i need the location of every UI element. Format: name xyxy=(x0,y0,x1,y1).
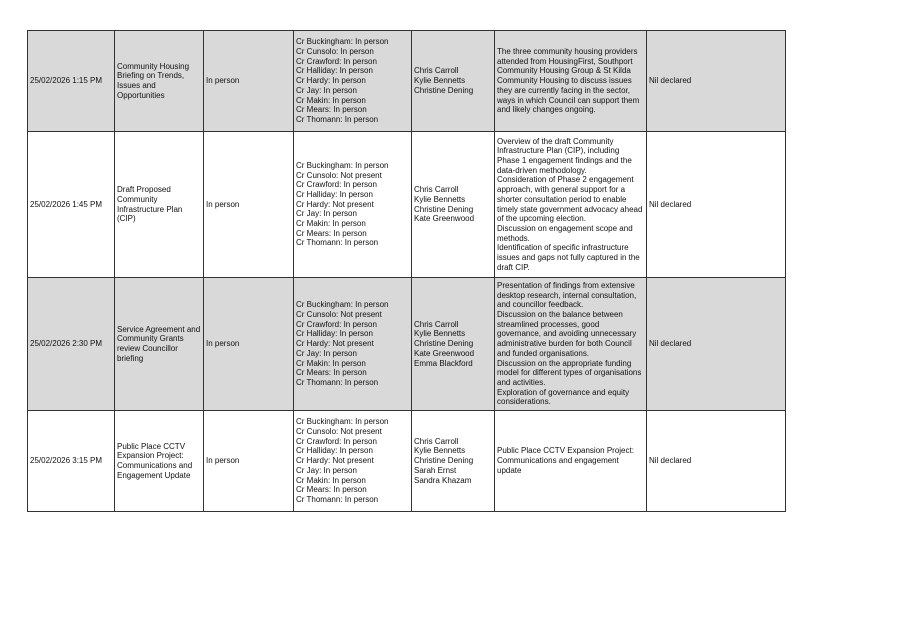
officer-entry: Chris Carroll xyxy=(414,66,459,76)
councillor-entry: Cr Buckingham: In person xyxy=(296,300,389,310)
councillor-entry: Cr Crawford: In person xyxy=(296,56,377,66)
councillor-entry: Cr Makin: In person xyxy=(296,219,366,229)
officer-entry: Kylie Bennetts xyxy=(414,194,466,204)
table-row xyxy=(28,278,786,411)
meeting-type-cell: In person xyxy=(204,31,294,132)
officer-entry: Kylie Bennetts xyxy=(414,329,466,339)
councillor-entry: Cr Jay: In person xyxy=(296,85,357,95)
officer-entry: Sarah Ernst xyxy=(414,465,457,475)
councillors-cell xyxy=(294,278,412,411)
councillor-entry: Cr Thomann: In person xyxy=(296,114,379,124)
officer-entry: Christine Dening xyxy=(414,339,474,349)
conflict-cell: Nil declared xyxy=(647,411,786,512)
officer-entry: Christine Dening xyxy=(414,204,474,214)
councillor-entry: Cr Thomann: In person xyxy=(296,494,379,504)
officer-entry: Kylie Bennetts xyxy=(414,76,466,86)
officers-cell xyxy=(412,411,495,512)
councillor-entry: Cr Jay: In person xyxy=(296,348,357,358)
officer-entry: Kate Greenwood xyxy=(414,348,475,358)
officer-entry: Christine Dening xyxy=(414,456,474,466)
councillor-entry: Cr Buckingham: In person xyxy=(296,160,389,170)
councillor-entry: Cr Thomann: In person xyxy=(296,377,379,387)
conflict-cell: Nil declared xyxy=(647,278,786,411)
datetime-cell: 25/02/2026 1:45 PM xyxy=(28,132,115,278)
datetime-cell: 25/02/2026 1:15 PM xyxy=(28,31,115,132)
councillor-entry: Cr Jay: In person xyxy=(296,209,357,219)
councillor-entry: Cr Buckingham: In person xyxy=(296,417,389,427)
councillors-cell xyxy=(294,31,412,132)
meeting-type-cell: In person xyxy=(204,278,294,411)
councillor-entry: Cr Hardy: Not present xyxy=(296,456,374,466)
matters-cell xyxy=(495,31,647,132)
councillor-entry: Cr Mears: In person xyxy=(296,228,367,238)
councillor-entry: Cr Makin: In person xyxy=(296,95,366,105)
matters-cell xyxy=(495,132,647,278)
matters-text: The three community housing providers attended from HousingFirst, Southport Community Housing Group & St Kilda Community Housing to discuss issues they are currently facing in the sector, ways in which Council can support them and likely changes ongoing. xyxy=(497,47,640,115)
councillor-entry: Cr Mears: In person xyxy=(296,485,367,495)
councillors-cell xyxy=(294,132,412,278)
councillor-entry: Cr Buckingham: In person xyxy=(296,37,389,47)
meetings-table-body xyxy=(28,31,786,512)
councillor-entry: Cr Cunsolo: In person xyxy=(296,47,374,57)
officer-entry: Christine Dening xyxy=(414,85,474,95)
councillor-entry: Cr Makin: In person xyxy=(296,358,366,368)
councillor-entry: Cr Jay: In person xyxy=(296,465,357,475)
conflict-cell: Nil declared xyxy=(647,31,786,132)
matters-text: Public Place CCTV Expansion Project: Communications and engagement update xyxy=(497,446,634,475)
matters-cell xyxy=(495,278,647,411)
councillor-entry: Cr Makin: In person xyxy=(296,475,366,485)
datetime-cell: 25/02/2026 2:30 PM xyxy=(28,278,115,411)
councillor-entry: Cr Hardy: In person xyxy=(296,76,366,86)
councillor-entry: Cr Cunsolo: Not present xyxy=(296,310,382,320)
councillor-entry: Cr Mears: In person xyxy=(296,368,367,378)
meetings-table xyxy=(27,30,786,512)
officer-entry: Sandra Khazam xyxy=(414,475,472,485)
title-cell: Community Housing Briefing on Trends, Issues and Opportunities xyxy=(115,31,204,132)
matters-text: Overview of the draft Community Infrastructure Plan (CIP), including Phase 1 engagement findings and the data-driven methodology. Consideration of Phase 2 engagement approach, with general support for a shorter consultation period to enable timely state government advocacy ahead of the upcoming election. Discussion on engagement scope and methods. Identification of specific infrastructure issues and gaps not fully captured in the draft CIP. xyxy=(497,136,643,272)
councillor-entry: Cr Cunsolo: Not present xyxy=(296,427,382,437)
datetime-cell: 25/02/2026 3:15 PM xyxy=(28,411,115,512)
councillor-entry: Cr Thomann: In person xyxy=(296,238,379,248)
officers-cell xyxy=(412,132,495,278)
councillor-entry: Cr Hardy: Not present xyxy=(296,339,374,349)
table-row xyxy=(28,132,786,278)
meeting-type-cell: In person xyxy=(204,132,294,278)
officers-cell xyxy=(412,278,495,411)
councillor-entry: Cr Cunsolo: Not present xyxy=(296,170,382,180)
table-row xyxy=(28,411,786,512)
councillors-cell xyxy=(294,411,412,512)
conflict-cell: Nil declared xyxy=(647,132,786,278)
title-cell: Public Place CCTV Expansion Project: Communications and Engagement Update xyxy=(115,411,204,512)
meeting-type-cell: In person xyxy=(204,411,294,512)
officer-entry: Chris Carroll xyxy=(414,185,459,195)
officer-entry: Emma Blackford xyxy=(414,358,473,368)
title-cell: Service Agreement and Community Grants review Councillor briefing xyxy=(115,278,204,411)
councillor-entry: Cr Crawford: In person xyxy=(296,436,377,446)
councillor-entry: Cr Halliday: In person xyxy=(296,329,373,339)
councillor-entry: Cr Halliday: In person xyxy=(296,66,373,76)
officer-entry: Chris Carroll xyxy=(414,319,459,329)
officer-entry: Kylie Bennetts xyxy=(414,446,466,456)
councillor-entry: Cr Crawford: In person xyxy=(296,319,377,329)
officer-entry: Kate Greenwood xyxy=(414,214,475,224)
officers-cell xyxy=(412,31,495,132)
councillor-entry: Cr Halliday: In person xyxy=(296,446,373,456)
councillor-entry: Cr Hardy: Not present xyxy=(296,199,374,209)
councillor-entry: Cr Mears: In person xyxy=(296,105,367,115)
officer-entry: Chris Carroll xyxy=(414,436,459,446)
matters-text: Presentation of findings from extensive desktop research, internal consultation, and councillor feedback. Discussion on the balance between streamlined processes, good governance, and avoiding unnecessary administrative burden for both Council and funded organisations. Discussion on the appropriate funding model for different types of organisations and activities. Exploration of governance and equity considerations. xyxy=(497,280,642,407)
councillor-entry: Cr Crawford: In person xyxy=(296,180,377,190)
matters-cell xyxy=(495,411,647,512)
table-row xyxy=(28,31,786,132)
title-cell: Draft Proposed Community Infrastructure Plan (CIP) xyxy=(115,132,204,278)
councillor-entry: Cr Halliday: In person xyxy=(296,189,373,199)
